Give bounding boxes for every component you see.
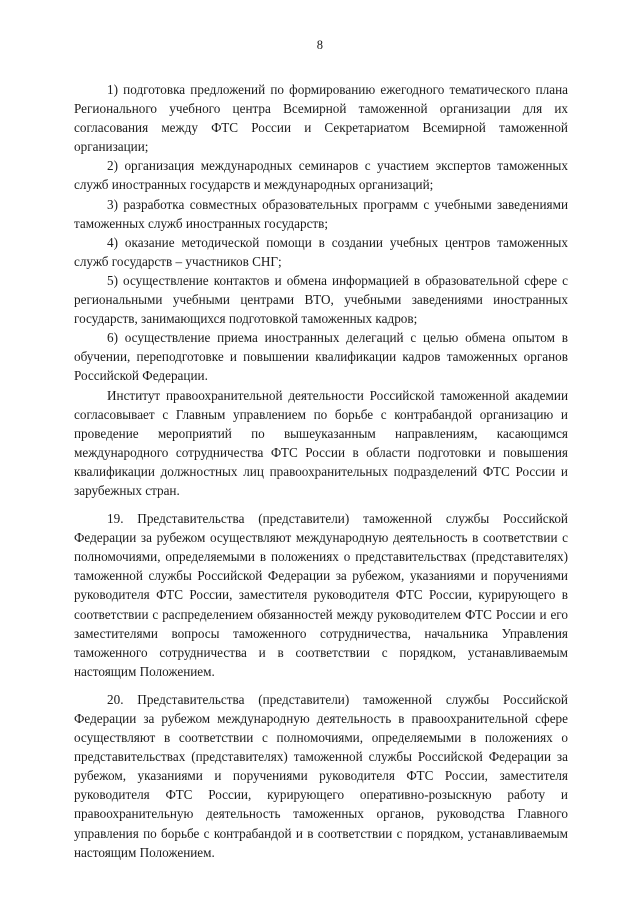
document-body	[74, 80, 568, 862]
paragraph-item-3: 3) разработка совместных образовательных программ с учебными заведениями таможенных служб иностранных государств;	[74, 196, 568, 231]
page-number: 8	[316, 38, 324, 52]
paragraph-clause-20: 20. Представительства (представители) таможенной службы Российской Федерации за рубежом международную деятельность в правоохранительной сфере осуществляют в соответствии с полномочиями, определяемыми в положениях о представительствах (представителях) таможенной службы Российской Федерации за рубежом, указаниями и поручениями руководителя ФТС России, заместителя руководителя ФТС России, курирующего оперативно-розыскную работу и правоохранительную деятельность таможенных органов, руководства Главного управления по борьбе с контрабандой и в соответствии с порядком, устанавливаемым настоящим Положением.	[74, 691, 568, 860]
paragraph-item-6: 6) осуществление приема иностранных делегаций с целью обмена опытом в обучении, переподготовке и повышении квалификации кадров таможенных органов Российской Федерации.	[74, 330, 568, 384]
paragraph-item-4: 4) оказание методической помощи в создании учебных центров таможенных служб государств – участников СНГ;	[74, 234, 568, 269]
paragraph-item-1: 1) подготовка предложений по формированию ежегодного тематического плана Регионального учебного центра Всемирной таможенной организации для их согласования между ФТС России и Секретариатом Всемирной таможенной организации;	[74, 82, 568, 155]
paragraph-item-5: 5) осуществление контактов и обмена информацией в образовательной сфере с региональными учебными центрами ВТО, учебными заведениями иностранных государств, занимающихся подготовкой таможенных кадров;	[74, 272, 568, 327]
paragraph-institute: Институт правоохранительной деятельности Российской таможенной академии согласовывает с Главным управлением по борьбе с контрабандой организацию и проведение мероприятий по вышеуказанным направлениям, касающимся международного сотрудничества ФТС России в области подготовки и повышения квалификации должностных лиц правоохранительных подразделений ФТС России и зарубежных стран.	[74, 387, 568, 498]
paragraph-item-2: 2) организация международных семинаров с участием экспертов таможенных служб иностранных государств и международных организаций;	[74, 158, 568, 193]
paragraph-clause-19: 19. Представительства (представители) таможенной службы Российской Федерации за рубежом осуществляют международную деятельность в соответствии с полномочиями, определяемыми в положениях о представительствах (представителях) таможенной службы Российской Федерации за рубежом, указаниями и поручениями руководителя ФТС России, заместителя руководителя ФТС России, курирующего в соответствии с распределением обязанностей между руководителем ФТС России и его заместителями вопросы таможенного сотрудничества, начальника Управления таможенного сотрудничества и в соответствии с порядком, устанавливаемым настоящим Положением.	[74, 511, 568, 679]
